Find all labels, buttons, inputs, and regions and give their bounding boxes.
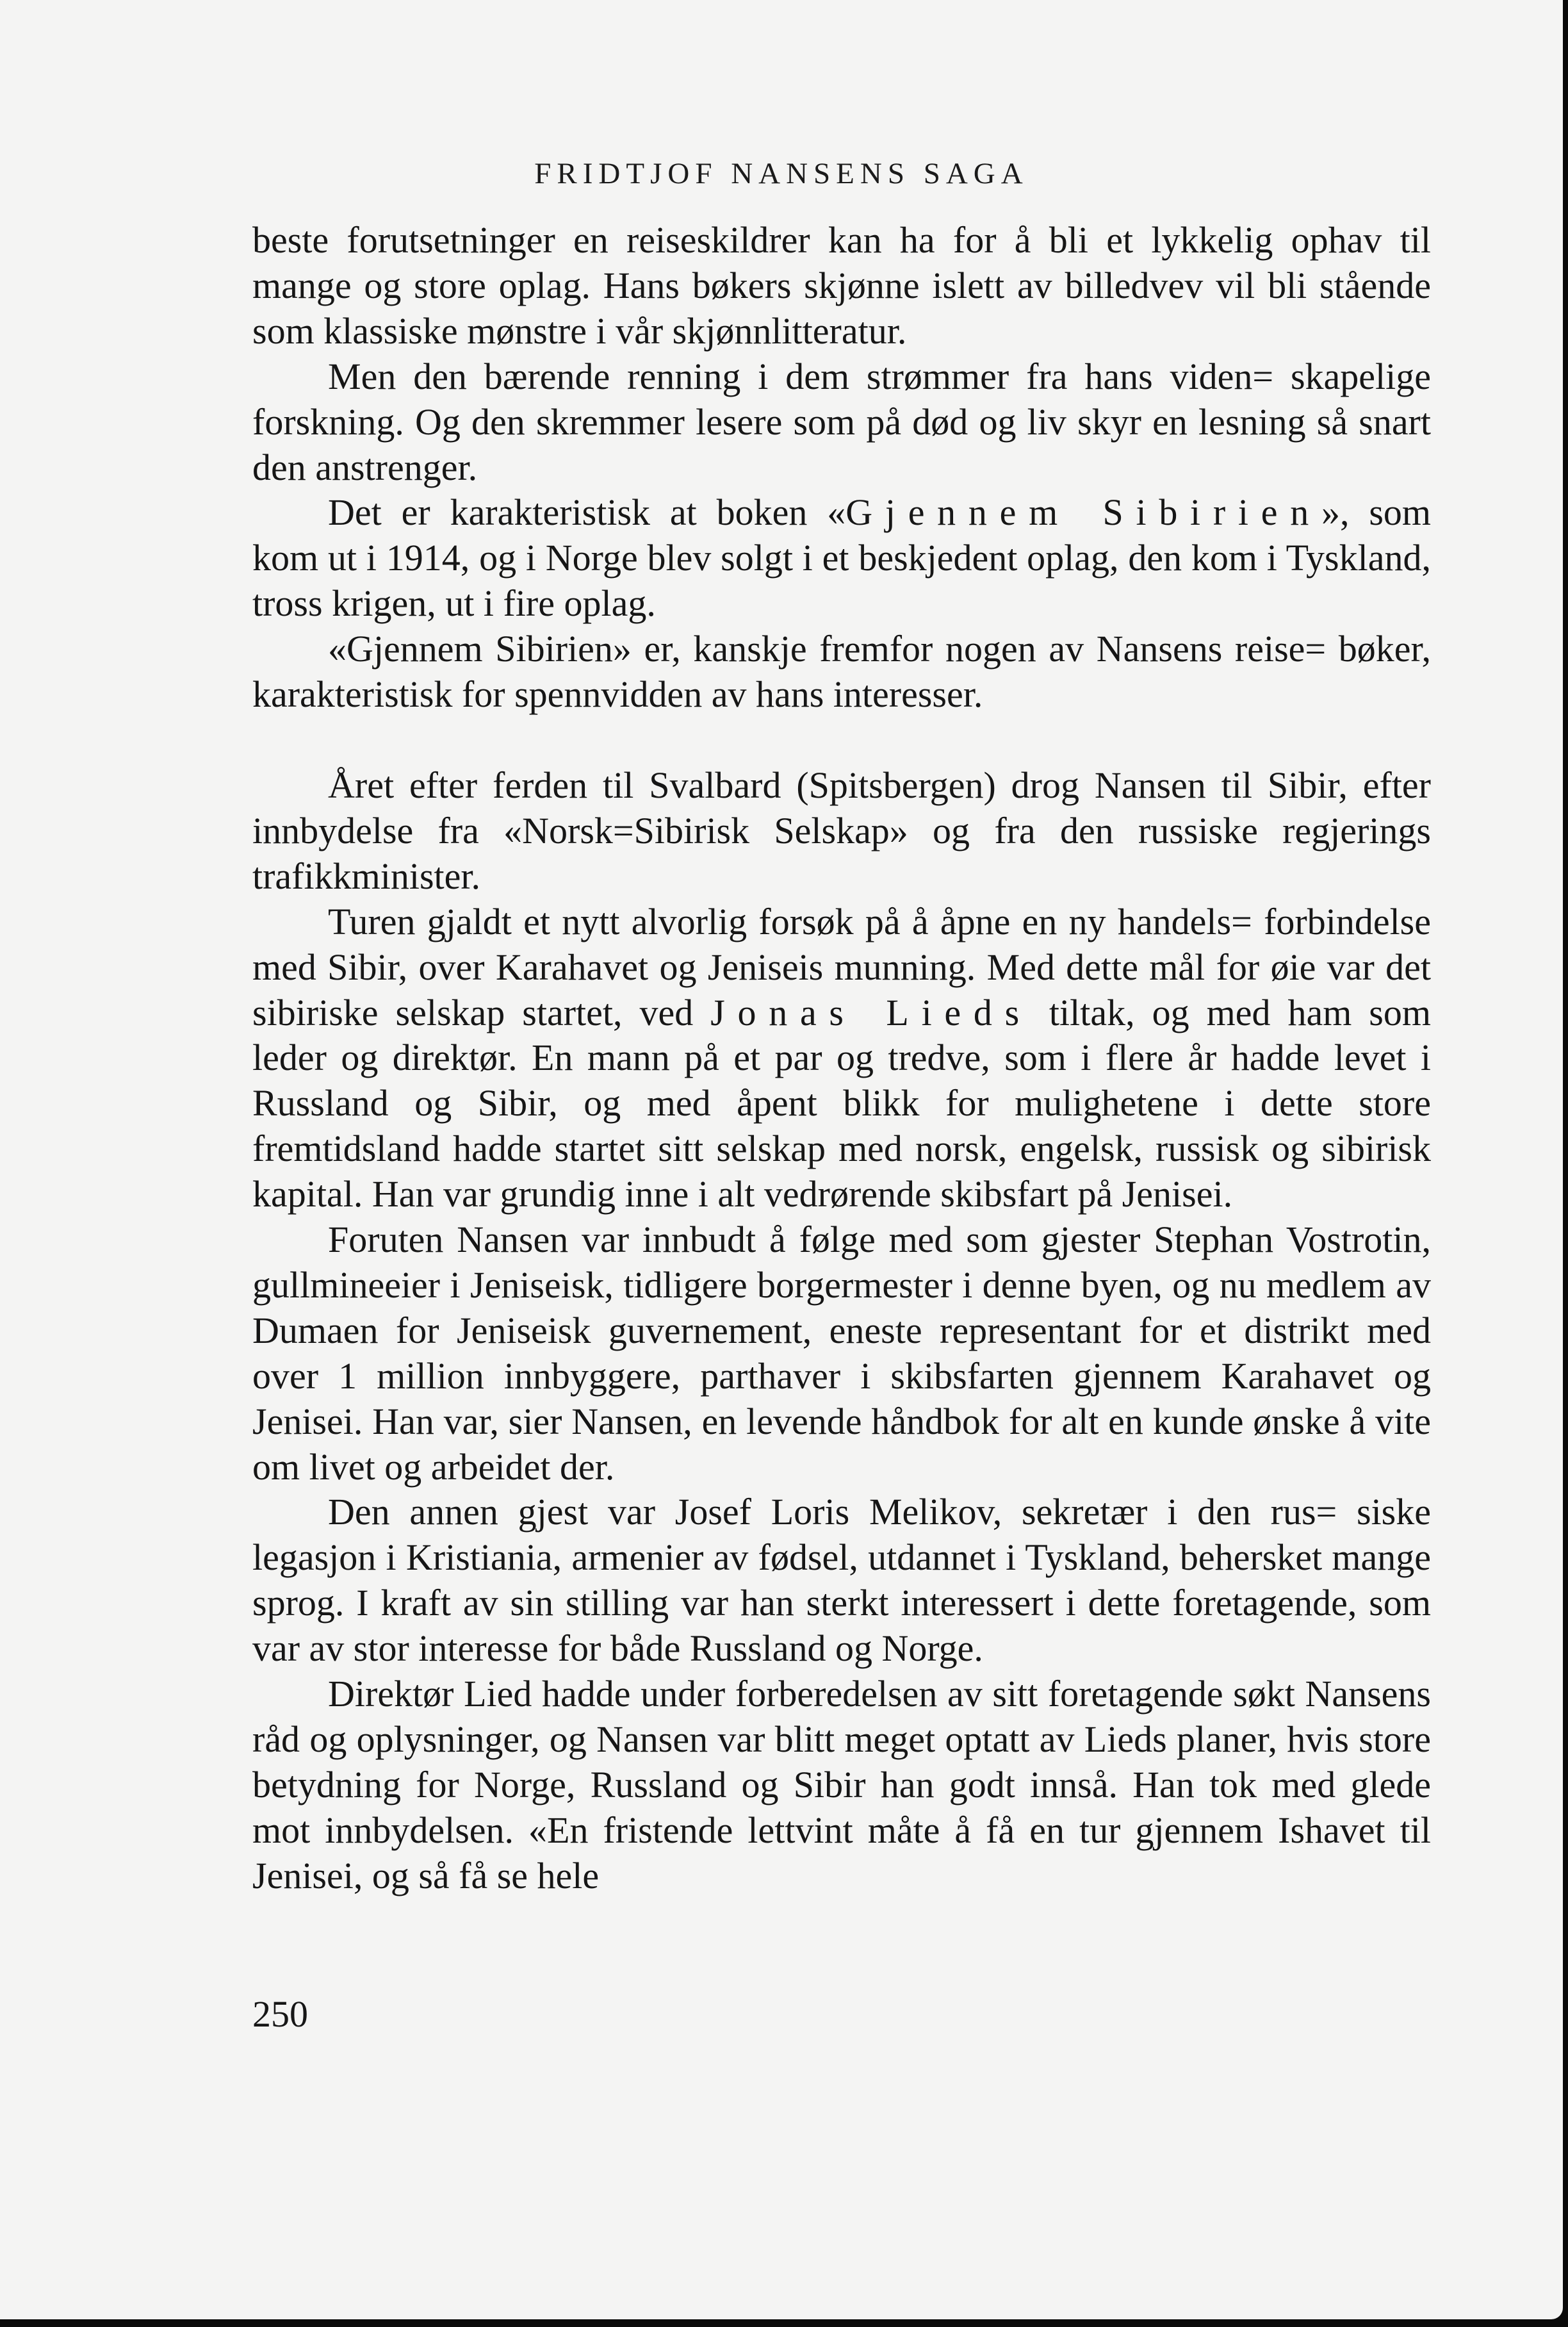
running-head: FRIDTJOF NANSENS SAGA: [534, 157, 1029, 190]
paragraph-1: beste forutsetninger en reiseskildrer kan ha for å bli et lykkelig ophav til mange og store oplag. Hans bøkers skjønne islett av billedvev vil bli stående som klassiske mønstre i vår skjønnlitteratur.: [252, 219, 1431, 352]
paragraph-4: «Gjennem Sibirien» er, kanskje fremfor nogen av Nansens reise= bøker, karakteristisk for spennvidden av hans interesser.: [252, 628, 1431, 716]
paragraph-3: [252, 490, 1431, 627]
body-text: [252, 218, 1431, 1899]
paragraph-2: Men den bærende renning i dem strømmer fra hans viden= skapelige forskning. Og den skremmer lesere som på død og liv skyr en lesning så snart den anstrenger.: [252, 355, 1431, 488]
paragraph-9: Direktør Lied hadde under forberedelsen av sitt foretagende søkt Nansens råd og oplysninger, og Nansen var blitt meget optatt av Lieds planer, hvis store betydning for Norge, Russland og Sibir han godt innså. Han tok med glede mot innbydelsen. «En fristende lettvint måte å få en tur gjennem Ishavet til Jenisei, og så få se hele: [252, 1673, 1431, 1896]
paragraph-5: Året efter ferden til Svalbard (Spitsbergen) drog Nansen til Sibir, efter innbydelse fra «Norsk=Sibirisk Selskap» og fra den russiske regjerings trafikkminister.: [252, 764, 1431, 897]
paragraph-6: [252, 900, 1431, 1217]
paragraph-6-text-after: tiltak, og med ham som leder og direktør. En mann på et par og tredve, som i flere år hadde levet i Russland og Sibir, og med åpent blikk for mulighetene i dette store fremtidsland hadde startet sitt selskap med norsk, engelsk, russisk og sibirisk kapital. Han var grundig inne i alt vedrørende skibsfart på Jenisei.: [252, 991, 1431, 1215]
paragraph-3-text-after: », som kom ut i 1914, og i Norge blev solgt i et beskjedent oplag, den kom i Tyskland, tross krigen, ut i fire oplag.: [252, 491, 1432, 625]
person-name-spaced: Jonas Lieds: [710, 991, 1032, 1033]
paragraph-6-text-before: Turen gjaldt et nytt alvorlig forsøk på å åpne en ny handels= forbindelse med Sibir, over Karahavet og Jeniseis munning. Med dette mål for øie var det sibiriske selskap startet, ved: [252, 900, 1431, 1033]
book-title-spaced: Gjennem Sibirien: [845, 491, 1321, 534]
paragraph-7: Foruten Nansen var innbudt å følge med som gjester Stephan Vostrotin, gullmineeier i Jeniseisk, tidligere borgermester i denne byen, og nu medlem av Dumaen for Jeniseisk guvernement, eneste representant for et distrikt med over 1 million innbyggere, parthaver i skibsfarten gjennem Karahavet og Jenisei. Han var, sier Nansen, en levende håndbok for alt en kunde ønske å vite om livet og arbeidet der.: [252, 1219, 1431, 1488]
paragraph-3-text-before: Det er karakteristisk at boken «: [328, 491, 846, 534]
paragraph-8: Den annen gjest var Josef Loris Melikov, sekretær i den rus= siske legasjon i Kristiania, armenier av fødsel, utdannet i Tyskland, behersket mange sprog. I kraft av sin stilling var han sterkt interessert i dette foretagende, som var av stor interesse for både Russland og Norge.: [252, 1491, 1431, 1670]
page-number: 250: [252, 1993, 308, 2035]
